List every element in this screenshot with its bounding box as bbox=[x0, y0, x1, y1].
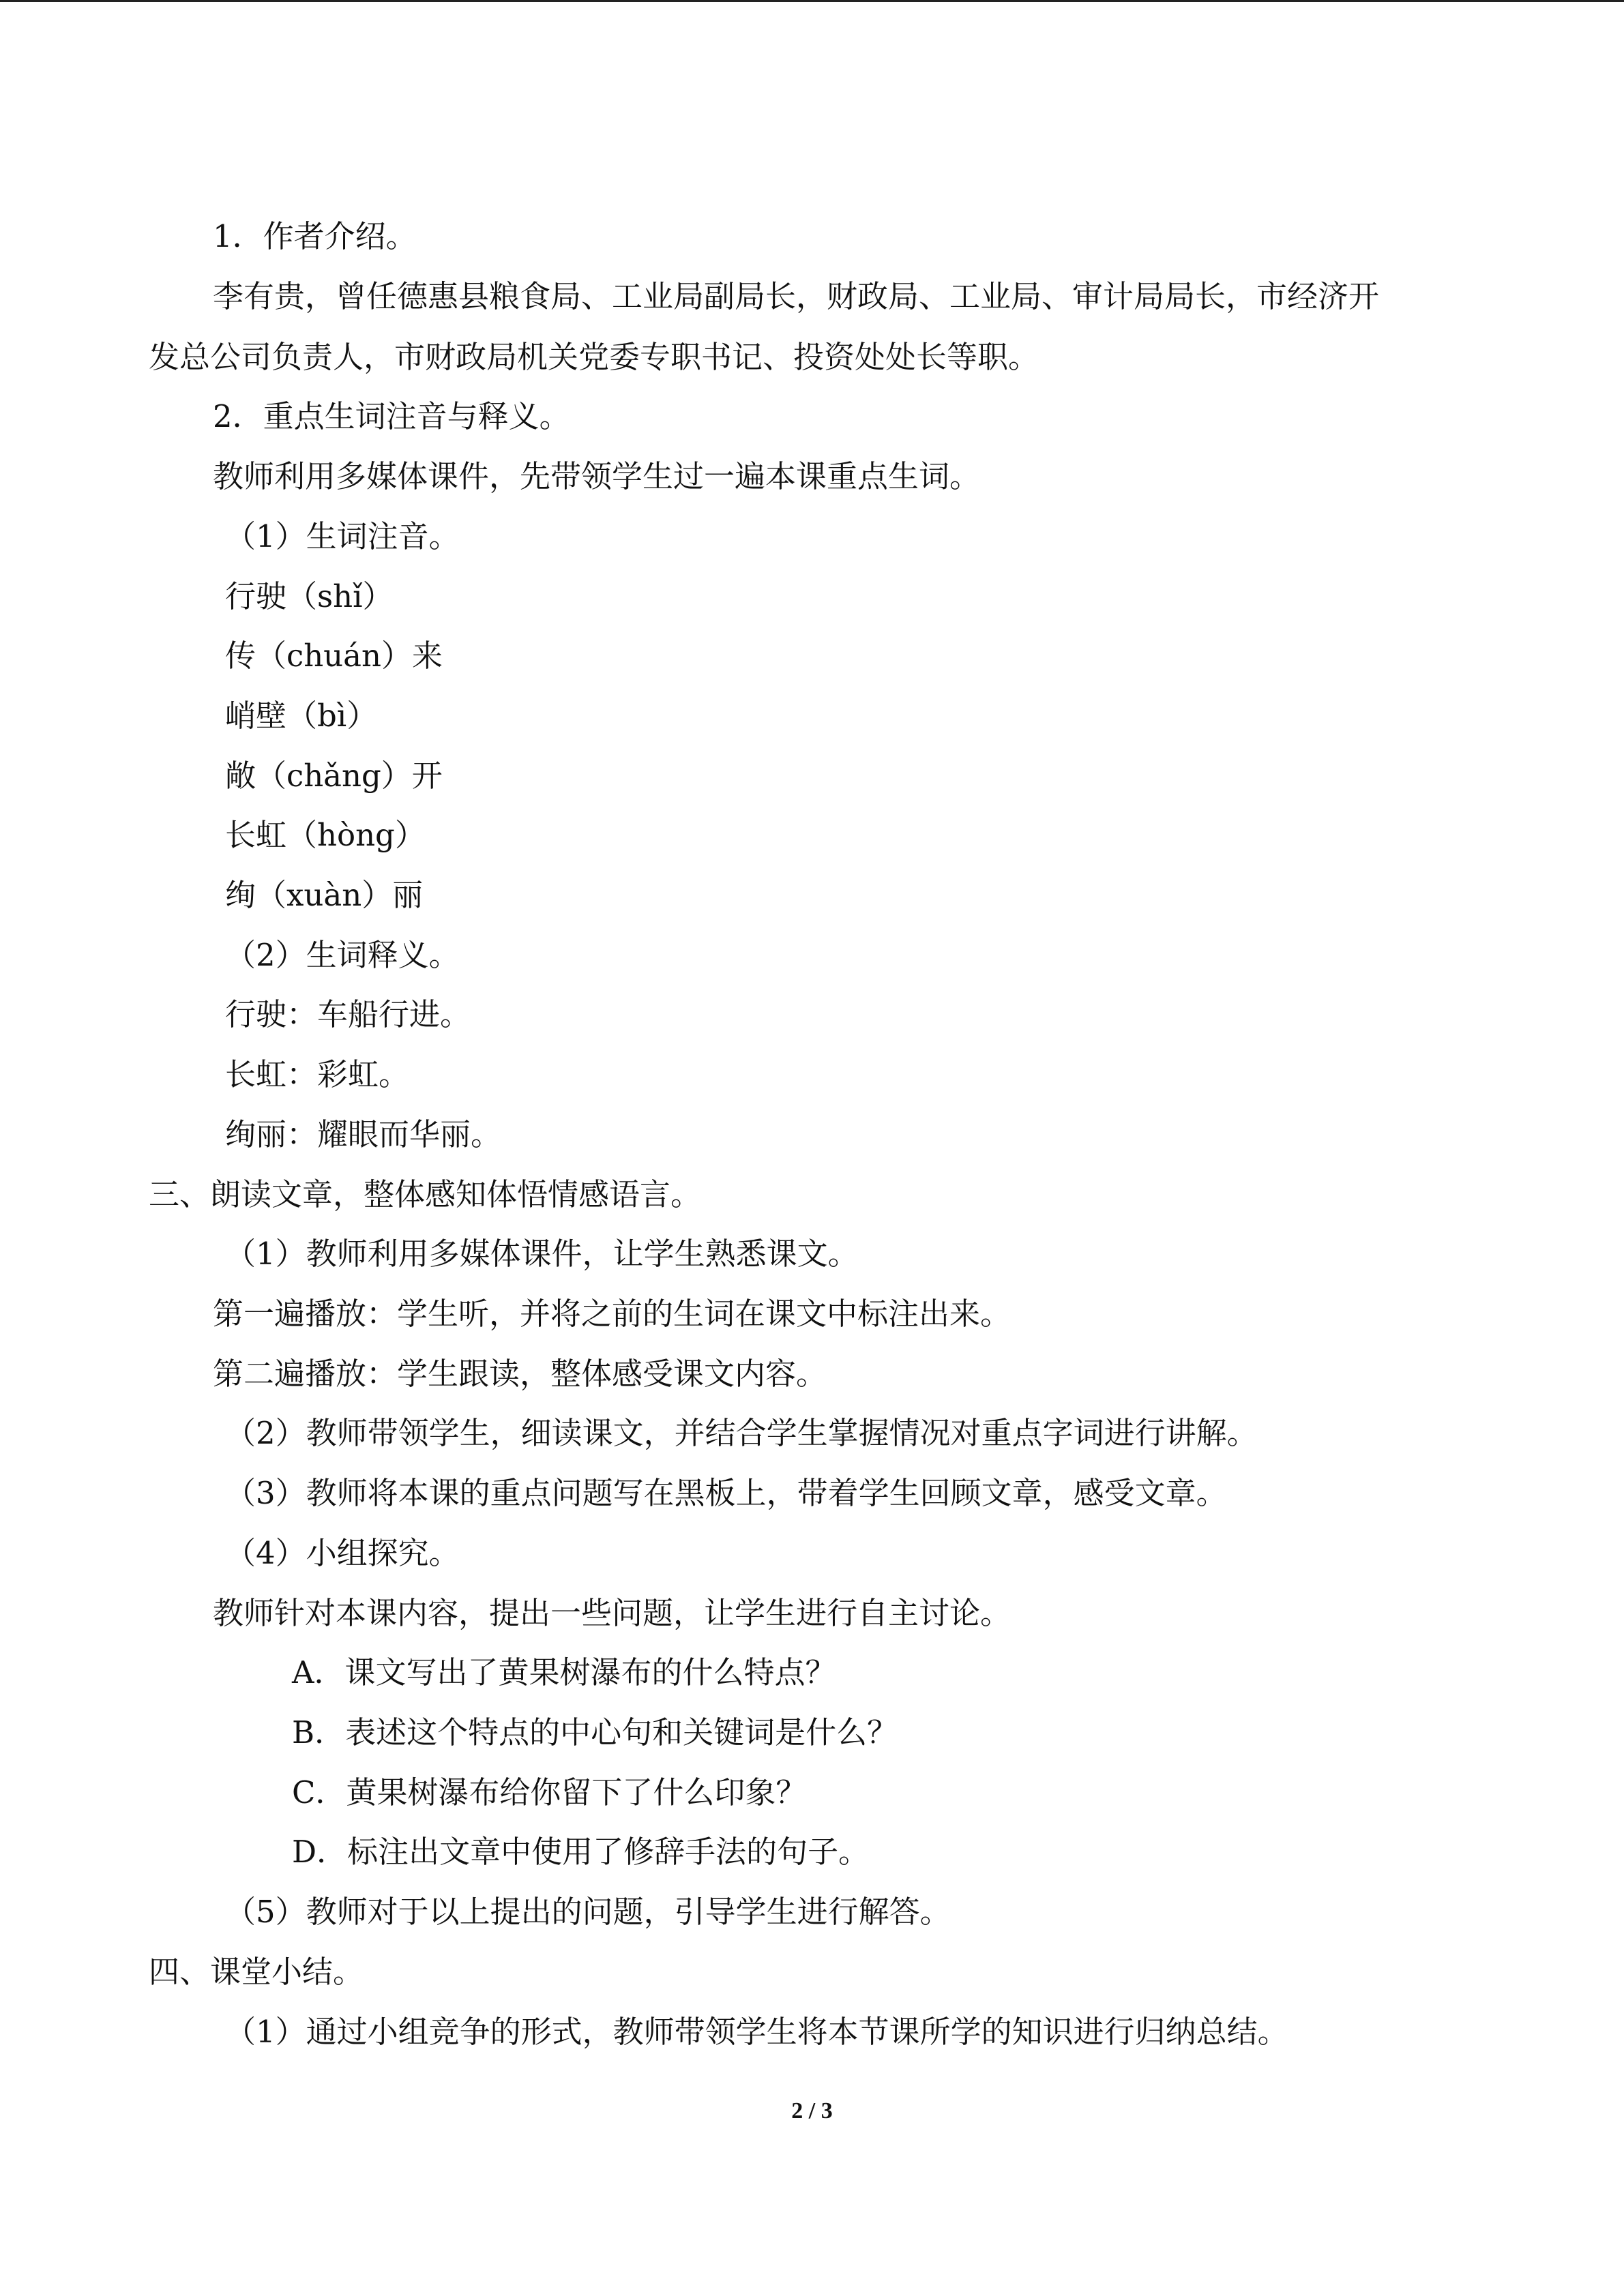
vocabulary-item: 传（chuán）来 bbox=[225, 638, 443, 674]
paragraph-line: 李有贵，曾任德惠县粮食局、工业局副局长，财政局、工业局、审计局局长，市经济开 bbox=[213, 278, 1380, 314]
section-heading-author-intro: 1．作者介绍。 bbox=[213, 218, 417, 254]
vocabulary-item: 绚（xuàn）丽 bbox=[225, 877, 424, 913]
step-item: （2）教师带领学生，细读课文，并结合学生掌握情况对重点字词进行讲解。 bbox=[225, 1415, 1258, 1451]
paragraph-line: 教师利用多媒体课件，先带领学生过一遍本课重点生词。 bbox=[213, 458, 981, 494]
question-item: A．课文写出了黄果树瀑布的什么特点？ bbox=[292, 1654, 836, 1690]
vocabulary-item: 长虹（hòng） bbox=[225, 817, 426, 853]
definition-item: 绚丽：耀眼而华丽。 bbox=[225, 1116, 502, 1152]
paragraph-line: 第一遍播放：学生听，并将之前的生词在课文中标注出来。 bbox=[213, 1296, 1012, 1332]
paragraph-line: 教师针对本课内容，提出一些问题，让学生进行自主讨论。 bbox=[213, 1595, 1012, 1631]
paragraph-line: 第二遍播放：学生跟读，整体感受课文内容。 bbox=[213, 1356, 827, 1392]
vocabulary-item: 行驶（shǐ） bbox=[225, 578, 394, 614]
step-item: （3）教师将本课的重点问题写在黑板上，带着学生回顾文章，感受文章。 bbox=[225, 1475, 1227, 1511]
page-number: 2 / 3 bbox=[791, 2098, 833, 2123]
definition-item: 行驶：车船行进。 bbox=[225, 996, 471, 1032]
question-item: B．表述这个特点的中心句和关键词是什么？ bbox=[292, 1714, 898, 1750]
question-item: C．黄果树瀑布给你留下了什么印象？ bbox=[292, 1774, 807, 1810]
subheading-definitions: （2）生词释义。 bbox=[225, 937, 460, 973]
definition-item: 长虹：彩虹。 bbox=[225, 1056, 410, 1092]
subheading-pronunciation: （1）生词注音。 bbox=[225, 518, 460, 554]
question-item: D．标注出文章中使用了修辞手法的句子。 bbox=[292, 1834, 870, 1870]
step-item: （1）通过小组竞争的形式，教师带领学生将本节课所学的知识进行归纳总结。 bbox=[225, 2014, 1288, 2050]
vocabulary-item: 峭壁（bì） bbox=[225, 698, 378, 734]
step-item: （1）教师利用多媒体课件，让学生熟悉课文。 bbox=[225, 1236, 859, 1272]
section-heading-reading: 三、朗读文章，整体感知体悟情感语言。 bbox=[149, 1176, 702, 1212]
paragraph-line: 发总公司负责人，市财政局机关党委专职书记、投资处处长等职。 bbox=[149, 339, 1039, 375]
section-heading-vocabulary: 2．重点生词注音与释义。 bbox=[213, 398, 570, 434]
step-item: （5）教师对于以上提出的问题，引导学生进行解答。 bbox=[225, 1894, 951, 1930]
step-item: （4）小组探究。 bbox=[225, 1535, 460, 1571]
vocabulary-item: 敞（chǎng）开 bbox=[225, 758, 443, 794]
section-heading-summary: 四、课堂小结。 bbox=[149, 1954, 364, 1990]
